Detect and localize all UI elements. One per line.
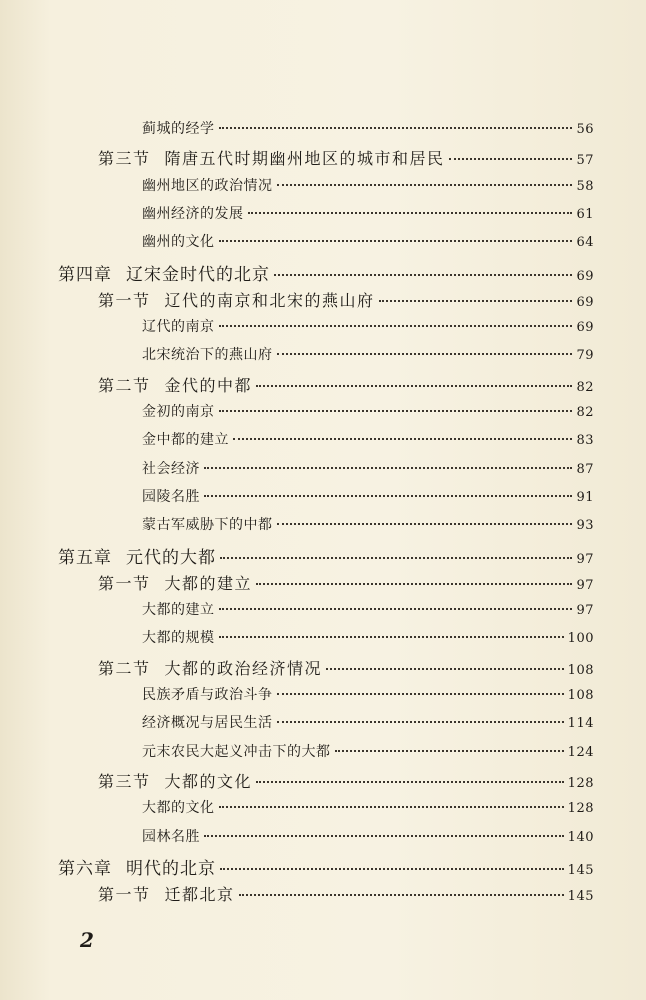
toc-entry-chapter (58, 543, 594, 568)
toc-entry-text: 迁都北京 (164, 885, 235, 905)
toc-entry-page: 69 (576, 268, 594, 284)
toc-entry-section (98, 656, 594, 679)
dot-leader (335, 750, 564, 752)
toc-entry-text: 金代的中都 (164, 375, 253, 395)
toc-entry-text: 大都的文化 (164, 771, 253, 791)
toc-entry-item (142, 175, 594, 195)
toc-entry-page: 128 (567, 801, 594, 817)
toc-entry-item (142, 486, 594, 506)
dot-leader (274, 274, 572, 276)
toc-entry-title (98, 373, 252, 396)
toc-entry-title (142, 684, 273, 704)
toc-entry-chapter (58, 260, 594, 285)
toc-entry-label: 第三节 (98, 771, 151, 791)
toc-entry-section (98, 571, 594, 594)
toc-entry-page: 93 (576, 518, 594, 534)
toc-entry-label: 第二节 (98, 375, 151, 395)
toc-entry-item (142, 316, 594, 336)
toc-entry-text: 大都的文化 (142, 800, 215, 817)
toc-entry-page: 140 (567, 829, 594, 845)
toc-entry-page: 79 (576, 348, 594, 364)
toc-entry-text: 金初的南京 (142, 404, 215, 420)
dot-leader (277, 523, 573, 525)
toc-entry-page: 56 (576, 122, 594, 137)
toc-entry-page: 97 (576, 551, 594, 567)
dot-leader (220, 557, 572, 559)
toc-entry-text: 幽州地区的政治情况 (142, 177, 273, 194)
toc-entry-item (142, 118, 594, 138)
toc-entry-text: 元代的大都 (126, 547, 216, 568)
toc-entry-page: 97 (576, 577, 594, 593)
toc-entry-page: 57 (576, 153, 594, 169)
toc-entry-text: 大都的建立 (142, 602, 215, 619)
toc-entry-text: 辽代的南京和北宋的燕山府 (164, 290, 375, 310)
dot-leader (277, 184, 573, 186)
toc-entry-text: 明代的北京 (126, 858, 216, 879)
toc-entry-title (98, 146, 445, 169)
toc-entry-label: 第一节 (98, 290, 151, 310)
toc-entry-page: 124 (567, 744, 594, 760)
toc-entry-page: 91 (576, 489, 594, 505)
toc-entry-page: 69 (576, 294, 594, 310)
toc-entry-chapter (58, 854, 594, 879)
toc-entry-title (142, 316, 215, 336)
toc-entry-text: 蒙古军威胁下的中都 (142, 517, 273, 534)
dot-leader (326, 668, 564, 670)
toc-entry-title (98, 288, 375, 311)
toc-entry-label: 第五章 (58, 547, 112, 568)
dot-leader (219, 636, 564, 638)
dot-leader (277, 693, 564, 695)
dot-leader (219, 240, 573, 242)
toc-entry-page: 64 (576, 235, 594, 251)
dot-leader (219, 410, 573, 412)
dot-leader (204, 835, 564, 837)
toc-entry-title (142, 627, 215, 647)
toc-entry-page: 97 (576, 603, 594, 619)
toc-entry-page: 114 (567, 716, 594, 732)
toc-entry-item (142, 599, 594, 619)
page-number: 2 (80, 928, 94, 952)
toc-entry-item (142, 741, 594, 761)
toc-entry-page: 61 (576, 206, 594, 222)
toc-entry-title (142, 401, 215, 421)
toc-entry-label: 第四章 (58, 264, 112, 285)
dot-leader (256, 385, 572, 387)
toc-entry-text: 大都的规模 (142, 630, 215, 647)
toc-entry-text: 民族矛盾与政治斗争 (142, 687, 273, 703)
toc-entry-title (98, 656, 322, 679)
dot-leader (256, 583, 572, 585)
dot-leader (239, 894, 564, 896)
dot-leader (379, 300, 573, 302)
toc-entry-text: 经济概况与居民生活 (142, 715, 273, 732)
toc-entry-label: 第三节 (98, 149, 151, 169)
toc-entry-page: 82 (576, 405, 594, 420)
toc-entry-label: 第二节 (98, 658, 151, 678)
toc-entry-item (142, 684, 594, 704)
toc-entry-title (98, 882, 235, 905)
dot-leader (219, 806, 564, 808)
toc-entry-text: 大都的政治经济情况 (164, 658, 323, 678)
toc-entry-section (98, 288, 594, 311)
toc-entry-title (142, 797, 215, 817)
toc-entry-section (98, 373, 594, 396)
toc-entry-text: 北宋统治下的燕山府 (142, 347, 273, 364)
toc-entry-title (142, 175, 273, 195)
toc-entry-item (142, 627, 594, 647)
toc-entry-text: 幽州经济的发展 (142, 205, 244, 222)
toc-entry-title (142, 344, 273, 364)
toc-entry-item (142, 514, 594, 534)
toc-entry-text: 蓟城的经学 (142, 121, 215, 137)
dot-leader (219, 325, 573, 327)
toc-entry-title (142, 458, 200, 478)
toc-entry-title (98, 571, 252, 594)
toc-entry-title (58, 543, 216, 568)
toc-entry-item (142, 231, 594, 251)
dot-leader (219, 608, 573, 610)
toc-entry-title (58, 260, 270, 285)
toc-entry-title (142, 741, 331, 761)
toc-entry-label: 第一节 (98, 885, 151, 905)
dot-leader (256, 781, 564, 783)
toc-entry-page: 128 (567, 775, 594, 791)
dot-leader (220, 868, 564, 870)
toc-entry-title (142, 712, 273, 732)
toc-entry-text: 社会经济 (142, 460, 200, 477)
toc-entry-item (142, 203, 594, 223)
toc-entry-title (142, 486, 200, 506)
toc-entry-section (98, 769, 594, 792)
dot-leader (204, 467, 572, 469)
toc-entry-page: 108 (567, 688, 594, 703)
toc-entry-page: 145 (567, 862, 594, 878)
toc-entry-text: 园陵名胜 (142, 488, 200, 505)
toc-entry-text: 辽宋金时代的北京 (126, 264, 270, 285)
toc-entry-text: 辽代的南京 (142, 319, 215, 336)
toc-entry-item (142, 458, 594, 478)
toc-entry-page: 82 (576, 379, 594, 395)
toc-entry-label: 第六章 (58, 858, 112, 879)
dot-leader (219, 127, 573, 129)
toc-entry-item (142, 797, 594, 817)
toc-entry-text: 幽州的文化 (142, 234, 215, 251)
toc-entry-label: 第一节 (98, 573, 151, 593)
toc-entry-title (142, 203, 244, 223)
toc-entry-title (142, 826, 200, 846)
toc-entry-section (98, 882, 594, 905)
toc-entry-title (58, 854, 216, 879)
toc-entry-title (142, 231, 215, 251)
toc-entry-section (98, 146, 594, 169)
toc-entry-title (98, 769, 252, 792)
toc-entry-item (142, 429, 594, 449)
toc-entry-page: 58 (576, 178, 594, 194)
toc-entry-text: 大都的建立 (164, 573, 253, 593)
dot-leader (233, 438, 572, 440)
toc-entry-text: 金中都的建立 (142, 432, 229, 449)
toc-entry-item (142, 712, 594, 732)
toc-entry-title (142, 429, 229, 449)
toc-entry-text: 园林名胜 (142, 828, 200, 845)
toc-entry-page: 100 (567, 631, 594, 647)
dot-leader (204, 495, 572, 497)
toc-entry-item (142, 401, 594, 421)
dot-leader (277, 353, 573, 355)
toc-entry-page: 145 (567, 889, 594, 905)
toc-entry-title (142, 599, 215, 619)
toc-entry-page: 69 (576, 320, 594, 336)
toc-entry-title (142, 118, 215, 138)
toc-entry-item (142, 344, 594, 364)
dot-leader (277, 721, 564, 723)
dot-leader (248, 212, 573, 214)
toc-entry-item (142, 826, 594, 846)
toc-entry-title (142, 514, 273, 534)
toc-entry-text: 元末农民大起义冲击下的大都 (142, 743, 331, 760)
toc-entry-page: 108 (567, 662, 594, 678)
toc-entry-page: 87 (576, 461, 594, 477)
dot-leader (449, 158, 573, 160)
toc-entry-text: 隋唐五代时期幽州地区的城市和居民 (164, 149, 445, 169)
toc-entry-page: 83 (576, 433, 594, 449)
